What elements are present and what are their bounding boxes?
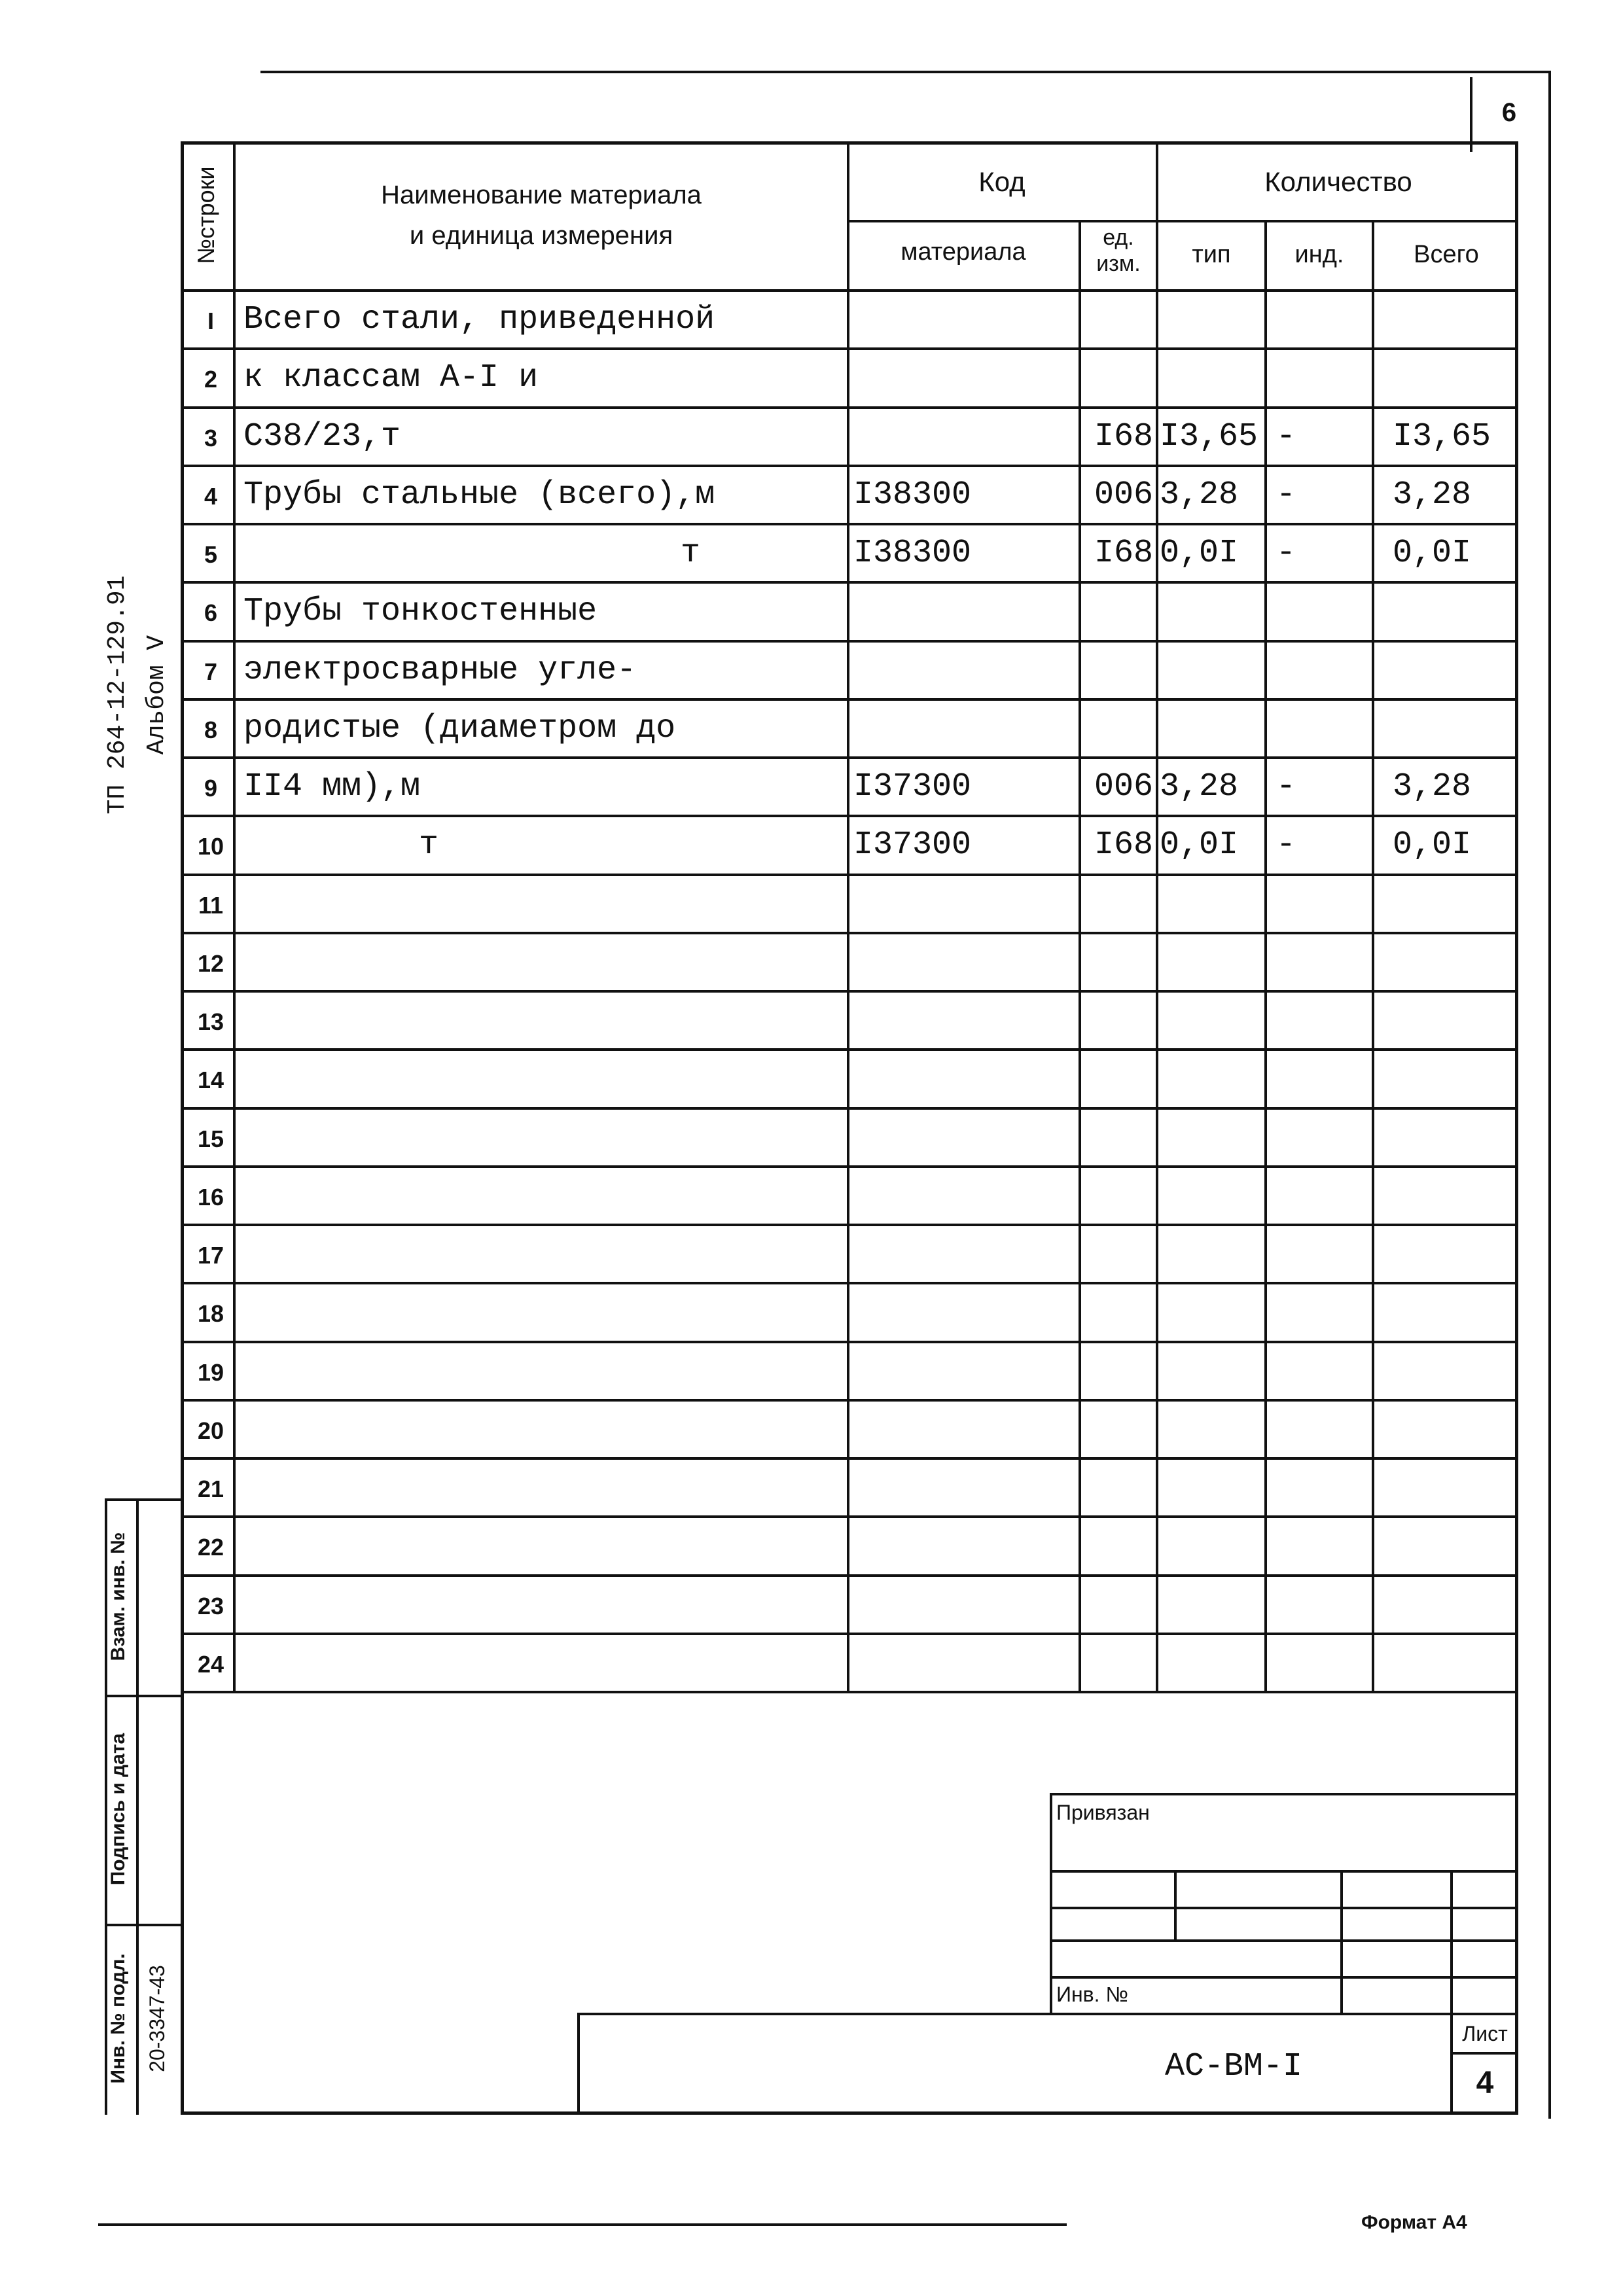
material-name: т (419, 826, 439, 864)
row-divider (181, 1224, 1518, 1226)
qty-tip: 0,0I (1160, 826, 1239, 864)
material-name: родистые (диаметром до (243, 710, 676, 747)
name-header-line2: и единица измерения (409, 221, 673, 250)
row-number: 20 (197, 1417, 224, 1444)
qty-ind: - (1276, 826, 1296, 864)
row-divider (181, 523, 1518, 525)
podpis-label: Подпись и дата (107, 1733, 129, 1886)
material-code: I37300 (853, 826, 972, 864)
row-divider (181, 1574, 1518, 1577)
row-divider (181, 1457, 1518, 1460)
row-number: 9 (204, 775, 218, 802)
row-number: 5 (204, 541, 218, 568)
qty-ind: - (1276, 768, 1296, 805)
album-line2: Альбом V (143, 635, 171, 755)
title-grid-v2 (1340, 1870, 1343, 2013)
row-number: 23 (197, 1593, 224, 1619)
row-number: 4 (204, 483, 218, 510)
qty-total: 0,0I (1393, 826, 1472, 864)
unit-code: 006 (1094, 768, 1153, 805)
unit-code: I68 (1094, 535, 1153, 572)
row-divider (181, 756, 1518, 759)
row-divider (181, 1691, 1518, 1693)
designation: АС-ВМ-I (1165, 2048, 1303, 2085)
material-name: т (681, 535, 701, 572)
row-number: 6 (204, 599, 218, 626)
title-grid-h5 (577, 2013, 1518, 2015)
row-number: I (207, 308, 214, 334)
qty-total: 3,28 (1393, 768, 1472, 805)
qty-tip: 3,28 (1160, 476, 1239, 514)
code-material-header: материала (901, 238, 1026, 266)
title-grid-v1 (1174, 1870, 1177, 1939)
sheet-box-line (1450, 2052, 1518, 2055)
row-number: 11 (198, 892, 224, 919)
sheet-number: 4 (1476, 2066, 1494, 2100)
name-header-line1: Наименование материала (381, 181, 702, 209)
qty-total-header: Всего (1414, 241, 1479, 268)
header-sub-line (848, 220, 1518, 222)
material-code: I37300 (853, 768, 972, 805)
row-number: 21 (197, 1475, 224, 1502)
inv-no-label: Инв. № (1056, 1983, 1128, 2006)
unit-code: I68 (1094, 826, 1153, 864)
qty-tip-header: тип (1192, 241, 1231, 268)
material-code: I38300 (853, 476, 972, 514)
row-number: 8 (204, 716, 218, 743)
sheet-corner-number: 6 (1501, 98, 1517, 127)
row-number: 14 (197, 1067, 224, 1093)
row-divider (181, 990, 1518, 993)
material-name: С38/23,т (243, 418, 401, 455)
row-number: 18 (197, 1300, 224, 1327)
row-divider (181, 1107, 1518, 1110)
unit-code: I68 (1094, 418, 1153, 455)
row-divider (181, 1341, 1518, 1343)
qty-total: 3,28 (1393, 476, 1472, 514)
qty-tip: 0,0I (1160, 535, 1239, 572)
qty-ind: - (1276, 476, 1296, 514)
privyazan-label: Привязан (1056, 1801, 1150, 1824)
row-divider (181, 581, 1518, 584)
inv-podl-value: 20-3347-43 (145, 1965, 169, 2072)
title-big-left (577, 2013, 580, 2115)
row-divider (181, 698, 1518, 701)
material-name: Всего стали, приведенной (243, 301, 715, 338)
qty-ind: - (1276, 418, 1296, 455)
row-number-header: №строки (192, 166, 219, 264)
row-divider (181, 347, 1518, 350)
row-divider (181, 1165, 1518, 1168)
material-name: Трубы стальные (всего),м (243, 476, 715, 514)
quantity-header: Количество (1264, 166, 1412, 197)
col-line-tip (1264, 220, 1267, 1692)
bottom-line (98, 2223, 1067, 2226)
row-divider (181, 1515, 1518, 1518)
row-number: 22 (197, 1534, 224, 1561)
row-divider (181, 932, 1518, 934)
title-grid-h2 (1052, 1907, 1518, 1909)
material-code: I38300 (853, 535, 972, 572)
side-stamp-middle (136, 1498, 139, 2115)
col-line-ind (1372, 220, 1374, 1692)
title-top-line (1052, 1793, 1518, 1795)
row-divider (181, 815, 1518, 817)
row-number: 24 (197, 1651, 224, 1678)
material-name: электросварные угле- (243, 652, 637, 689)
row-number: 7 (204, 658, 218, 685)
row-divider (181, 465, 1518, 467)
material-name: к классам А-I и (243, 359, 539, 397)
corner-box-left (1470, 77, 1472, 152)
title-grid-h3 (1052, 1939, 1518, 1942)
side-stamp-div1 (105, 1695, 181, 1697)
row-divider (181, 1633, 1518, 1635)
code-unit-header-line2: изм. (1096, 251, 1141, 276)
unit-code: 006 (1094, 476, 1153, 514)
row-number: 19 (197, 1359, 224, 1386)
code-header: Код (978, 166, 1026, 197)
row-divider (181, 1282, 1518, 1284)
title-left-line (1050, 1793, 1052, 2015)
row-number: 16 (197, 1184, 224, 1210)
row-number: 15 (197, 1125, 224, 1152)
qty-ind: - (1276, 535, 1296, 572)
row-divider (181, 1048, 1518, 1051)
corner-box-right (1548, 71, 1551, 2119)
sheet-label: Лист (1462, 2022, 1508, 2045)
qty-tip: 3,28 (1160, 768, 1239, 805)
row-number: 12 (197, 950, 224, 977)
album-line1: ТП 264-12-129.91 (103, 575, 132, 815)
top-border-line (260, 71, 1548, 73)
row-number: 10 (197, 833, 224, 860)
row-divider (181, 406, 1518, 409)
format-label: Формат А4 (1361, 2212, 1467, 2233)
row-number: 17 (197, 1242, 224, 1269)
row-number: 13 (197, 1008, 224, 1035)
qty-tip: I3,65 (1160, 418, 1258, 455)
qty-total: 0,0I (1393, 535, 1472, 572)
vzam-label: Взам. инв. № (107, 1532, 129, 1661)
row-number: 2 (204, 366, 218, 393)
code-unit-header-line1: ед. (1103, 225, 1134, 250)
row-divider (181, 640, 1518, 643)
title-grid-h4 (1052, 1976, 1518, 1979)
qty-total: I3,65 (1393, 418, 1491, 455)
material-name: II4 мм),м (243, 768, 421, 805)
row-divider (181, 874, 1518, 876)
header-bottom-line (181, 289, 1518, 292)
row-number: 3 (204, 425, 218, 451)
title-grid-h1 (1052, 1870, 1518, 1873)
row-divider (181, 1399, 1518, 1402)
material-name: Трубы тонкостенные (243, 593, 597, 630)
qty-ind-header: инд. (1294, 241, 1344, 268)
inv-podl-label: Инв. № подл. (107, 1953, 129, 2084)
